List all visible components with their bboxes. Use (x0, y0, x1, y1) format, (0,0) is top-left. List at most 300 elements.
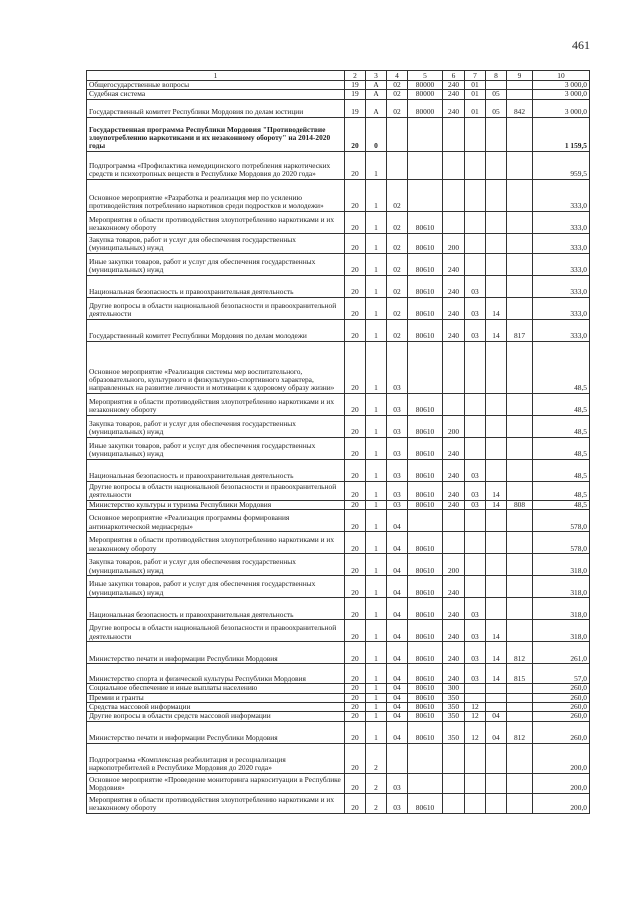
table-row (87, 532, 590, 554)
code-cell: 842 (507, 99, 533, 117)
code-cell: 240 (443, 297, 465, 319)
code-cell (443, 179, 465, 211)
code-cell: 20 (345, 481, 366, 500)
code-cell: 1 (366, 642, 387, 664)
code-cell: 14 (486, 319, 507, 341)
code-cell: 80610 (408, 554, 443, 576)
code-cell: 1 (366, 393, 387, 415)
code-cell: 04 (486, 721, 507, 743)
code-cell (507, 576, 533, 598)
table-row (87, 437, 590, 459)
code-cell: 1 (366, 721, 387, 743)
code-cell (507, 532, 533, 554)
code-cell: 04 (387, 684, 408, 693)
code-cell (507, 211, 533, 233)
amount-cell: 318,0 (533, 576, 590, 598)
code-cell (507, 620, 533, 642)
code-cell (408, 773, 443, 793)
row-name-cell: Закупка товаров, работ и услуг для обеспечения государственных (муниципальных) нужд (87, 233, 345, 253)
amount-cell: 333,0 (533, 233, 590, 253)
code-cell (465, 415, 486, 437)
code-cell (486, 532, 507, 554)
table-row (87, 341, 590, 393)
column-header: 1 (87, 71, 345, 81)
code-cell: 04 (387, 576, 408, 598)
budget-table (86, 70, 590, 814)
code-cell: 1 (366, 459, 387, 481)
code-cell: 1 (366, 684, 387, 693)
code-cell (507, 703, 533, 712)
code-cell: 80610 (408, 253, 443, 275)
code-cell: 14 (486, 620, 507, 642)
code-cell: 03 (387, 793, 408, 813)
row-name-cell: Мероприятия в области противодействия злоупотреблению наркотиками и их незаконному обороту (87, 532, 345, 554)
table-row (87, 743, 590, 773)
code-cell: 20 (345, 773, 366, 793)
column-header: 9 (507, 71, 533, 81)
code-cell: 20 (345, 693, 366, 702)
code-cell: 1 (366, 576, 387, 598)
row-name-cell: Иные закупки товаров, работ и услуг для обеспечения государственных (муниципальных) нужд (87, 437, 345, 459)
code-cell: 1 (366, 703, 387, 712)
code-cell: 04 (387, 693, 408, 702)
code-cell: 1 (366, 481, 387, 500)
code-cell: 03 (465, 620, 486, 642)
code-cell: 04 (387, 664, 408, 684)
amount-cell: 318,0 (533, 620, 590, 642)
code-cell: 1 (366, 341, 387, 393)
code-cell: 14 (486, 642, 507, 664)
code-cell: 240 (443, 500, 465, 509)
table-row (87, 703, 590, 712)
row-name-cell: Другие вопросы в области национальной безопасности и правоохранительной деятельности (87, 620, 345, 642)
code-cell (465, 532, 486, 554)
code-cell: 240 (443, 620, 465, 642)
table-row (87, 712, 590, 721)
code-cell: 20 (345, 500, 366, 509)
table-row (87, 297, 590, 319)
column-header: 6 (443, 71, 465, 81)
code-cell: 20 (345, 712, 366, 721)
code-cell: 240 (443, 598, 465, 620)
amount-cell: 48,5 (533, 481, 590, 500)
code-cell (486, 179, 507, 211)
code-cell: 350 (443, 693, 465, 702)
code-cell (465, 743, 486, 773)
amount-cell: 48,5 (533, 437, 590, 459)
table-row (87, 459, 590, 481)
code-cell: 04 (387, 620, 408, 642)
code-cell (465, 510, 486, 532)
amount-cell: 200,0 (533, 743, 590, 773)
code-cell: 20 (345, 233, 366, 253)
code-cell (507, 481, 533, 500)
code-cell (408, 179, 443, 211)
amount-cell: 200,0 (533, 773, 590, 793)
table-row (87, 151, 590, 179)
code-cell (507, 233, 533, 253)
code-cell: 2 (366, 743, 387, 773)
row-name-cell: Мероприятия в области противодействия злоупотреблению наркотиками и их незаконному обороту (87, 211, 345, 233)
amount-cell: 318,0 (533, 554, 590, 576)
amount-cell: 48,5 (533, 459, 590, 481)
code-cell (465, 233, 486, 253)
code-cell (465, 773, 486, 793)
code-cell (486, 693, 507, 702)
code-cell: 350 (443, 721, 465, 743)
row-name-cell: Иные закупки товаров, работ и услуг для обеспечения государственных (муниципальных) нужд (87, 576, 345, 598)
table-row (87, 576, 590, 598)
code-cell: 20 (345, 598, 366, 620)
code-cell: 20 (345, 437, 366, 459)
code-cell (507, 253, 533, 275)
code-cell (507, 151, 533, 179)
table-row (87, 319, 590, 341)
code-cell: 14 (486, 481, 507, 500)
code-cell: 02 (387, 179, 408, 211)
code-cell: 812 (507, 721, 533, 743)
code-cell: 03 (387, 481, 408, 500)
code-cell: 240 (443, 481, 465, 500)
code-cell: 20 (345, 117, 366, 151)
row-name-cell: Другие вопросы в области национальной безопасности и правоохранительной деятельности (87, 481, 345, 500)
code-cell (408, 743, 443, 773)
code-cell: 80610 (408, 393, 443, 415)
code-cell: 03 (387, 500, 408, 509)
code-cell: 20 (345, 743, 366, 773)
amount-cell: 333,0 (533, 319, 590, 341)
code-cell (507, 684, 533, 693)
amount-cell: 57,0 (533, 664, 590, 684)
code-cell: 20 (345, 721, 366, 743)
code-cell: 200 (443, 554, 465, 576)
code-cell: 300 (443, 684, 465, 693)
amount-cell: 333,0 (533, 275, 590, 297)
code-cell (408, 117, 443, 151)
table-row (87, 620, 590, 642)
code-cell: 04 (387, 598, 408, 620)
code-cell (387, 151, 408, 179)
code-cell (408, 151, 443, 179)
code-cell: 20 (345, 510, 366, 532)
code-cell (507, 275, 533, 297)
row-name-cell: Другие вопросы в области национальной безопасности и правоохранительной деятельности (87, 297, 345, 319)
code-cell (507, 598, 533, 620)
table-row (87, 90, 590, 99)
code-cell: 80610 (408, 693, 443, 702)
code-cell: 03 (465, 598, 486, 620)
column-header: 8 (486, 71, 507, 81)
code-cell (507, 437, 533, 459)
amount-cell: 261,0 (533, 642, 590, 664)
row-name-cell: Премии и гранты (87, 693, 345, 702)
amount-cell: 48,5 (533, 341, 590, 393)
table-row (87, 481, 590, 500)
code-cell: 1 (366, 620, 387, 642)
row-name-cell: Государственная программа Республики Мордовия "Противодействие злоупотреблению наркотиками и их незаконному обороту" на 2014-2020 годы (87, 117, 345, 151)
code-cell (387, 117, 408, 151)
code-cell: 240 (443, 90, 465, 99)
code-cell: 03 (387, 341, 408, 393)
code-cell: 20 (345, 341, 366, 393)
code-cell (486, 684, 507, 693)
amount-cell: 260,0 (533, 721, 590, 743)
code-cell (486, 275, 507, 297)
code-cell: 20 (345, 576, 366, 598)
code-cell (465, 793, 486, 813)
table-row (87, 253, 590, 275)
code-cell (486, 459, 507, 481)
code-cell: 80610 (408, 233, 443, 253)
amount-cell: 578,0 (533, 532, 590, 554)
amount-cell: 260,0 (533, 712, 590, 721)
code-cell: 19 (345, 81, 366, 90)
code-cell: 80610 (408, 500, 443, 509)
code-cell (486, 510, 507, 532)
row-name-cell: Мероприятия в области противодействия злоупотреблению наркотиками и их незаконному обороту (87, 793, 345, 813)
code-cell: 80610 (408, 319, 443, 341)
code-cell: 80000 (408, 99, 443, 117)
row-name-cell: Основное мероприятие «Реализация системы мер воспитательного, образовательного, культурного и физкультурно-спортивного характера, направленных на развитие личности и мотивации к здоровому образу жизни» (87, 341, 345, 393)
amount-cell: 200,0 (533, 793, 590, 813)
code-cell (507, 179, 533, 211)
code-cell: 20 (345, 297, 366, 319)
code-cell: 1 (366, 500, 387, 509)
code-cell (465, 211, 486, 233)
code-cell (507, 117, 533, 151)
code-cell (486, 598, 507, 620)
code-cell: 1 (366, 233, 387, 253)
code-cell: 1 (366, 554, 387, 576)
code-cell (507, 90, 533, 99)
code-cell: 80610 (408, 620, 443, 642)
code-cell: 815 (507, 664, 533, 684)
code-cell (507, 297, 533, 319)
code-cell: 20 (345, 275, 366, 297)
code-cell: 1 (366, 179, 387, 211)
column-header: 2 (345, 71, 366, 81)
code-cell (465, 393, 486, 415)
code-cell (507, 341, 533, 393)
row-name-cell: Государственный комитет Республики Мордовия по делам молодежи (87, 319, 345, 341)
code-cell (443, 510, 465, 532)
code-cell (486, 117, 507, 151)
code-cell: 04 (387, 532, 408, 554)
code-cell: 02 (387, 211, 408, 233)
amount-cell: 48,5 (533, 393, 590, 415)
header-row (87, 71, 590, 81)
code-cell: 03 (387, 393, 408, 415)
code-cell: 12 (465, 712, 486, 721)
row-name-cell: Иные закупки товаров, работ и услуг для обеспечения государственных (муниципальных) нужд (87, 253, 345, 275)
column-header: 10 (533, 71, 590, 81)
amount-cell: 48,5 (533, 415, 590, 437)
code-cell: 200 (443, 415, 465, 437)
code-cell: А (366, 81, 387, 90)
code-cell (486, 773, 507, 793)
amount-cell: 959,5 (533, 151, 590, 179)
code-cell: 817 (507, 319, 533, 341)
code-cell: 812 (507, 642, 533, 664)
code-cell: 20 (345, 532, 366, 554)
code-cell (486, 151, 507, 179)
row-name-cell: Национальная безопасность и правоохранительная деятельность (87, 459, 345, 481)
code-cell (486, 576, 507, 598)
amount-cell: 1 159,5 (533, 117, 590, 151)
code-cell: 20 (345, 319, 366, 341)
amount-cell: 333,0 (533, 179, 590, 211)
code-cell (465, 437, 486, 459)
row-name-cell: Министерство культуры и туризма Республики Мордовия (87, 500, 345, 509)
code-cell (507, 693, 533, 702)
code-cell: 05 (486, 90, 507, 99)
code-cell (443, 393, 465, 415)
code-cell: 0 (366, 117, 387, 151)
code-cell (486, 554, 507, 576)
code-cell (507, 773, 533, 793)
code-cell: 04 (486, 712, 507, 721)
table-row (87, 793, 590, 813)
code-cell: 02 (387, 275, 408, 297)
code-cell: 04 (387, 712, 408, 721)
code-cell: 04 (387, 642, 408, 664)
code-cell (507, 393, 533, 415)
table-row (87, 598, 590, 620)
code-cell (507, 81, 533, 90)
code-cell: 80610 (408, 275, 443, 297)
row-name-cell: Общегосударственные вопросы (87, 81, 345, 90)
table-row (87, 684, 590, 693)
code-cell (486, 743, 507, 773)
code-cell (486, 703, 507, 712)
amount-cell: 333,0 (533, 253, 590, 275)
code-cell (486, 437, 507, 459)
amount-cell: 48,5 (533, 500, 590, 509)
amount-cell: 333,0 (533, 297, 590, 319)
code-cell: 04 (387, 554, 408, 576)
row-name-cell: Министерство спорта и физической культуры Республики Мордовия (87, 664, 345, 684)
code-cell: 240 (443, 642, 465, 664)
code-cell: А (366, 99, 387, 117)
code-cell: 03 (387, 437, 408, 459)
code-cell: 80610 (408, 481, 443, 500)
code-cell (507, 510, 533, 532)
table-row (87, 99, 590, 117)
code-cell: 1 (366, 151, 387, 179)
code-cell: 240 (443, 664, 465, 684)
code-cell: 20 (345, 393, 366, 415)
code-cell (443, 532, 465, 554)
code-cell (443, 773, 465, 793)
code-cell: 14 (486, 664, 507, 684)
code-cell: 20 (345, 415, 366, 437)
table-row (87, 117, 590, 151)
code-cell: 1 (366, 532, 387, 554)
code-cell (507, 415, 533, 437)
code-cell (465, 117, 486, 151)
code-cell: 200 (443, 233, 465, 253)
code-cell: 02 (387, 233, 408, 253)
row-name-cell: Судебная система (87, 90, 345, 99)
amount-cell: 333,0 (533, 211, 590, 233)
code-cell: 240 (443, 81, 465, 90)
table-row (87, 554, 590, 576)
code-cell (486, 415, 507, 437)
code-cell (443, 151, 465, 179)
code-cell (408, 341, 443, 393)
code-cell: 20 (345, 211, 366, 233)
code-cell: 240 (443, 459, 465, 481)
code-cell: 80610 (408, 459, 443, 481)
code-cell: 20 (345, 793, 366, 813)
code-cell: 02 (387, 297, 408, 319)
table-row (87, 510, 590, 532)
code-cell: А (366, 90, 387, 99)
table-row (87, 415, 590, 437)
code-cell (443, 341, 465, 393)
row-name-cell: Основное мероприятие «Проведение мониторинга наркоситуации в Республике Мордовия» (87, 773, 345, 793)
code-cell: 20 (345, 554, 366, 576)
column-header: 5 (408, 71, 443, 81)
code-cell: 80000 (408, 81, 443, 90)
amount-cell: 3 000,0 (533, 90, 590, 99)
code-cell: 03 (465, 459, 486, 481)
table-row (87, 275, 590, 297)
amount-cell: 260,0 (533, 703, 590, 712)
code-cell: 03 (465, 642, 486, 664)
code-cell: 80610 (408, 793, 443, 813)
code-cell: 80610 (408, 598, 443, 620)
code-cell: 20 (345, 620, 366, 642)
code-cell: 19 (345, 90, 366, 99)
row-name-cell: Подпрограмма «Профилактика немедицинского потребления наркотических средств и психотропных веществ в Республике Мордовия до 2020 года» (87, 151, 345, 179)
row-name-cell: Министерство печати и информации Республики Мордовия (87, 721, 345, 743)
code-cell: 14 (486, 297, 507, 319)
code-cell (507, 793, 533, 813)
row-name-cell: Другие вопросы в области средств массовой информации (87, 712, 345, 721)
page-number: 461 (572, 38, 590, 52)
code-cell: 12 (465, 721, 486, 743)
row-name-cell: Государственный комитет Республики Мордовия по делам юстиции (87, 99, 345, 117)
row-name-cell: Мероприятия в области противодействия злоупотреблению наркотиками и их незаконному обороту (87, 393, 345, 415)
code-cell: 2 (366, 773, 387, 793)
code-cell (465, 341, 486, 393)
code-cell: 350 (443, 703, 465, 712)
code-cell: 02 (387, 99, 408, 117)
code-cell (465, 576, 486, 598)
code-cell: 03 (465, 297, 486, 319)
code-cell: 1 (366, 319, 387, 341)
code-cell: 240 (443, 99, 465, 117)
code-cell (465, 179, 486, 211)
code-cell: 03 (465, 500, 486, 509)
amount-cell: 3 000,0 (533, 99, 590, 117)
code-cell: 1 (366, 253, 387, 275)
row-name-cell: Закупка товаров, работ и услуг для обеспечения государственных (муниципальных) нужд (87, 554, 345, 576)
code-cell (443, 211, 465, 233)
code-cell (486, 393, 507, 415)
code-cell: 80610 (408, 721, 443, 743)
code-cell: 1 (366, 664, 387, 684)
code-cell: 14 (486, 500, 507, 509)
code-cell: 240 (443, 576, 465, 598)
code-cell: 20 (345, 179, 366, 211)
table-row (87, 642, 590, 664)
code-cell: 1 (366, 712, 387, 721)
code-cell (465, 693, 486, 702)
code-cell (443, 793, 465, 813)
code-cell: 02 (387, 319, 408, 341)
